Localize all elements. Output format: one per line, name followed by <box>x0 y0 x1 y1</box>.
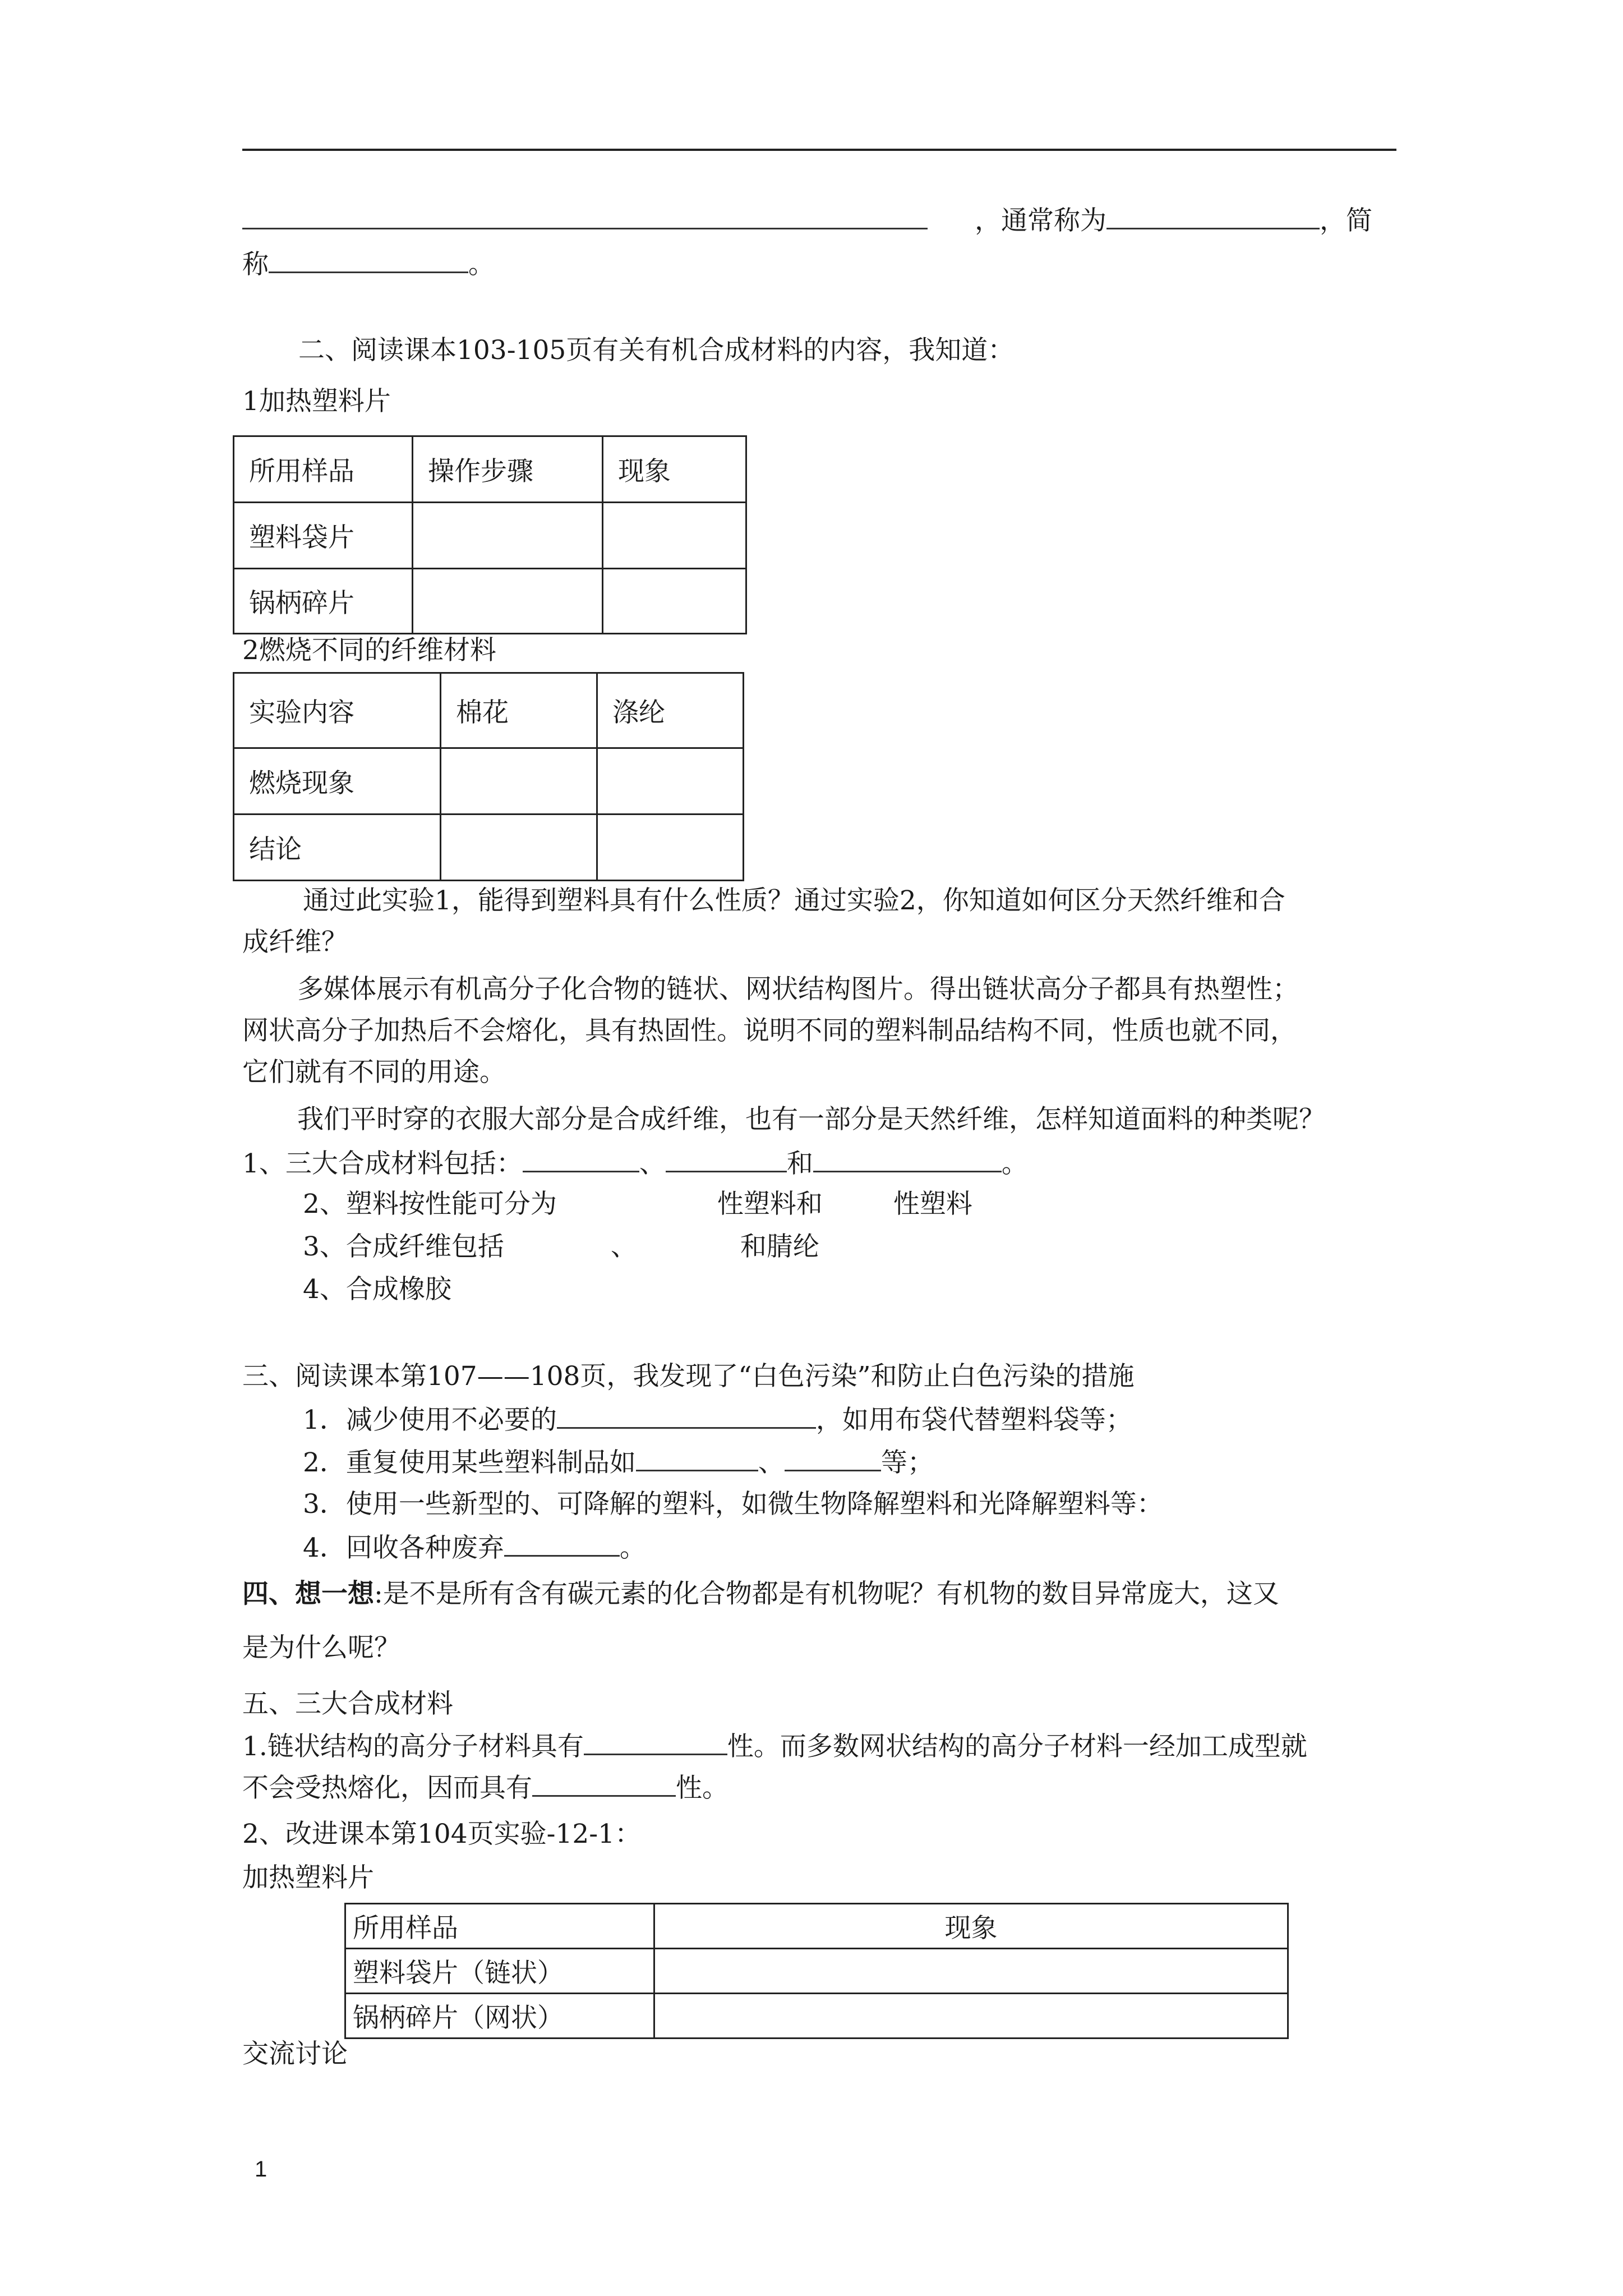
blank <box>636 1445 758 1471</box>
table-improved-experiment <box>344 1903 1289 2039</box>
question-4: 4、合成橡胶 <box>303 1274 451 1305</box>
section-5-heading: 五、三大合成材料 <box>242 1688 453 1719</box>
section-5-text: 性。 <box>676 1773 728 1803</box>
measure-text: ，如用布袋代替塑料袋等； <box>815 1405 1132 1435</box>
table-cell: 结论 <box>234 815 441 881</box>
table-burning-fibers <box>233 672 744 881</box>
intro-text: ，通常称为 <box>975 205 1106 236</box>
section-4-text: :是不是所有含有碳元素的化合物都是有机物呢？有机物的数目异常庞大，这又 <box>374 1579 1279 1609</box>
intro-line-2 <box>242 247 495 282</box>
measure-1 <box>303 1402 1132 1437</box>
table-cell <box>603 503 746 569</box>
paragraph-1-line-1: 通过此实验1，能得到塑料具有什么性质？通过实验2，你知道如何区分天然纤维和合 <box>303 885 1285 916</box>
measure-text: 4．回收各种废弃 <box>303 1533 504 1563</box>
blank <box>813 1146 1002 1172</box>
section-2-heading: 二、阅读课本103-105页有关有机合成材料的内容，我知道： <box>298 335 1015 366</box>
question-text: 、 <box>610 1231 637 1262</box>
table-cell <box>654 1949 1288 1994</box>
blank <box>269 247 468 273</box>
table-header-cell: 实验内容 <box>234 673 441 748</box>
table-cell <box>441 748 597 815</box>
measure-3: 3．使用一些新型的、可降解的塑料，如微生物降解塑料和光降解塑料等： <box>303 1489 1163 1520</box>
intro-text: 。 <box>468 249 495 280</box>
section-4-line-1 <box>242 1577 1279 1611</box>
table-cell: 锅柄碎片 <box>234 569 413 634</box>
measure-text: 1．减少使用不必要的 <box>303 1405 557 1435</box>
paragraph-2-line-2: 网状高分子加热后不会熔化，具有热固性。说明不同的塑料制品结构不同，性质也就不同， <box>242 1015 1297 1046</box>
blank <box>242 203 928 229</box>
section-5-text: 性。而多数网状结构的高分子材料一经加工成型就 <box>727 1731 1307 1762</box>
question-text: 。 <box>1001 1148 1028 1179</box>
intro-text: ，简 <box>1320 205 1372 236</box>
measure-text: 2．重复使用某些塑料制品如 <box>303 1447 636 1478</box>
question-text: 3、合成纤维包括 <box>303 1231 504 1262</box>
blank <box>523 1146 639 1172</box>
section-5-text: 1.链状结构的高分子材料具有 <box>242 1731 584 1762</box>
paragraph-3: 我们平时穿的衣服大部分是合成纤维，也有一部分是天然纤维，怎样知道面料的种类呢？ <box>297 1104 1325 1135</box>
measure-text: 。 <box>619 1533 646 1563</box>
section-5-text: 不会受热熔化，因而具有 <box>242 1773 532 1803</box>
table-heating-plastic <box>233 435 747 634</box>
question-text: 1、三大合成材料包括： <box>242 1148 523 1179</box>
table-cell <box>441 815 597 881</box>
intro-text: 称 <box>242 249 269 280</box>
question-1 <box>242 1146 1028 1181</box>
blank <box>666 1146 787 1172</box>
blank <box>584 1729 727 1755</box>
question-text: 和 <box>786 1148 813 1179</box>
table-cell <box>603 569 746 634</box>
table-cell <box>597 815 744 881</box>
question-text: 、 <box>639 1148 666 1179</box>
measure-2 <box>303 1445 934 1480</box>
question-3 <box>303 1230 819 1264</box>
table-header-cell: 棉花 <box>441 673 597 748</box>
paragraph-2-line-3: 它们就有不同的用途。 <box>242 1057 506 1088</box>
paragraph-2-line-1: 多媒体展示有机高分子化合物的链状、网状结构图片。得出链状高分子都具有热塑性； <box>297 974 1299 1005</box>
question-text: 性塑料和 <box>717 1189 823 1220</box>
table-header-cell: 操作步骤 <box>413 436 603 503</box>
measure-4 <box>303 1530 646 1565</box>
header-rule <box>242 149 1396 151</box>
experiment-1-title: 1加热塑料片 <box>242 386 391 417</box>
section-5-line-4: 加热塑料片 <box>242 1862 374 1893</box>
table-header-cell: 现象 <box>654 1904 1288 1949</box>
section-5-line-3: 2、改进课本第104页实验-12-1： <box>242 1819 642 1849</box>
section-5-line-5: 交流讨论 <box>242 2039 348 2069</box>
paragraph-1-line-2: 成纤维？ <box>242 927 348 958</box>
table-cell: 塑料袋片 <box>234 503 413 569</box>
table-header-cell: 所用样品 <box>234 436 413 503</box>
blank <box>785 1445 881 1471</box>
experiment-2-title: 2燃烧不同的纤维材料 <box>242 635 496 666</box>
page-number: 1 <box>255 2157 268 2182</box>
section-4-heading: 四、想一想 <box>242 1579 374 1609</box>
blank <box>532 1770 676 1797</box>
table-cell: 塑料袋片（链状） <box>345 1949 654 1994</box>
question-text: 和腈纶 <box>740 1231 819 1262</box>
blank <box>557 1402 816 1429</box>
table-cell: 锅柄碎片（网状） <box>345 1994 654 2039</box>
table-cell <box>654 1994 1288 2039</box>
measure-text: 等； <box>880 1447 934 1478</box>
table-cell <box>413 569 603 634</box>
question-text: 2、塑料按性能可分为 <box>303 1189 557 1220</box>
table-cell <box>597 748 744 815</box>
blank <box>504 1530 620 1557</box>
table-header-cell: 现象 <box>603 436 746 503</box>
measure-text: 、 <box>758 1447 785 1478</box>
blank <box>1106 203 1320 229</box>
section-4-line-2: 是为什么呢？ <box>242 1632 400 1663</box>
section-3-heading: 三、阅读课本第107——108页，我发现了“白色污染”和防止白色污染的措施 <box>242 1361 1135 1392</box>
intro-line-1 <box>242 203 1372 238</box>
table-header-cell: 涤纶 <box>597 673 744 748</box>
section-5-line-1 <box>242 1729 1307 1764</box>
section-5-line-2 <box>242 1770 728 1805</box>
question-text: 性塑料 <box>893 1189 972 1220</box>
table-cell: 燃烧现象 <box>234 748 441 815</box>
question-2 <box>303 1188 972 1221</box>
table-cell <box>413 503 603 569</box>
table-header-cell: 所用样品 <box>345 1904 654 1949</box>
